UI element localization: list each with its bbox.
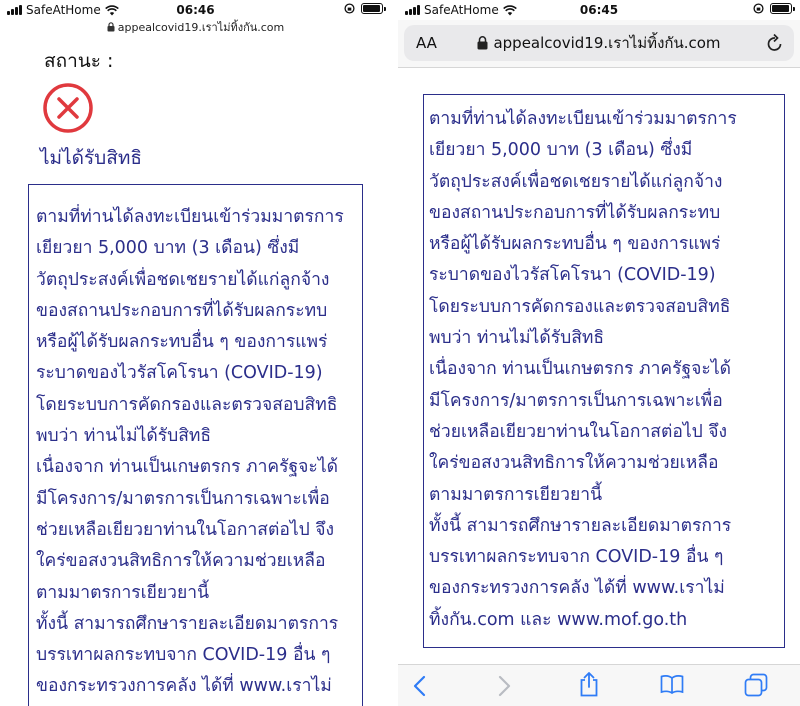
message-line: ทิ้งกัน.com และ www.mof.go.th [429, 609, 688, 630]
message-line: เยียวยา 5,000 บาท (3 เดือน) ซึ่งมี [36, 238, 300, 259]
lock-icon [477, 36, 488, 50]
message-line: ของกระทรวงการคลัง ได้ที่ www.เราไม่ [429, 578, 725, 599]
status-indicators [344, 3, 383, 14]
battery-icon [361, 3, 383, 14]
message-line: ตามที่ท่านได้ลงทะเบียนเข้าร่วมมาตรการ [429, 109, 737, 129]
result-text: ไม่ได้รับสิทธิ [40, 147, 142, 169]
message-line: ตามมาตรการเยียวยานี้ [36, 582, 210, 603]
message-line: ตามที่ท่านได้ลงทะเบียนเข้าร่วมมาตรการ [36, 207, 344, 227]
url-text: appealcovid19.เราไม่ทิ้งกัน.com [117, 21, 285, 34]
message-line: ระบาดของไวรัสโคโรนา (COVID-19) [429, 265, 716, 286]
divider [391, 0, 398, 706]
message-line: ใคร่ขอสงวนสิทธิการให้ความช่วยเหลือ [36, 551, 326, 572]
url-text: appealcovid19.เราไม่ทิ้งกัน.com [493, 34, 721, 52]
bottom-toolbar [398, 664, 800, 706]
orientation-lock-icon [753, 3, 764, 14]
right-phone-screen [398, 0, 800, 706]
message-line: ของสถานประกอบการที่ได้รับผลกระทบ [36, 300, 328, 321]
message-line: หรือผู้ได้รับผลกระทบอื่น ๆ ของการแพร่ [36, 332, 328, 353]
message-line: ตามมาตรการเยียวยานี้ [429, 484, 603, 505]
lock-icon [107, 22, 115, 32]
message-line: พบว่า ท่านไม่ได้รับสิทธิ [429, 328, 605, 349]
message-line: ทั้งนี้ สามารถศึกษารายละเอียดมาตรการ [36, 613, 339, 634]
back-icon[interactable] [412, 675, 428, 697]
clock: 06:45 [579, 3, 619, 17]
message-line: มีโครงการ/มาตรการเป็นการเฉพาะเพื่อ [36, 488, 330, 509]
left-phone-screen [0, 0, 391, 706]
status-label: สถานะ : [44, 50, 114, 72]
battery-icon [770, 3, 792, 14]
carrier-name: SafeAtHome [424, 3, 499, 17]
message-line: วัตถุประสงค์เพื่อชดเชยรายได้แก่ลูกจ้าง [429, 171, 723, 192]
message-line: โดยระบบการคัดกรองและตรวจสอบสิทธิ [429, 296, 731, 317]
clock: 06:46 [176, 3, 215, 17]
message-line: บรรเทาผลกระทบจาก COVID-19 อื่น ๆ [36, 645, 331, 666]
message-line: เยียวยา 5,000 บาท (3 เดือน) ซึ่งมี [429, 140, 693, 161]
message-line: เนื่องจาก ท่านเป็นเกษตรกร ภาครัฐจะได้ [429, 359, 731, 380]
message-line: เนื่องจาก ท่านเป็นเกษตรกร ภาครัฐจะได้ [36, 457, 338, 478]
message-line: มีโครงการ/มาตรการเป็นการเฉพาะเพื่อ [429, 390, 723, 411]
message-line: ระบาดของไวรัสโคโรนา (COVID-19) [36, 363, 323, 384]
message-line: ของสถานประกอบการที่ได้รับผลกระทบ [429, 202, 721, 223]
message-line: ช่วยเหลือเยียวยาท่านในโอกาสต่อไป จึง [36, 519, 335, 540]
message-line: พบว่า ท่านไม่ได้รับสิทธิ [36, 426, 212, 447]
address-bar[interactable] [404, 25, 794, 61]
orientation-lock-icon [344, 3, 355, 14]
message-box [423, 94, 785, 648]
message-line: หรือผู้ได้รับผลกระทบอื่น ๆ ของการแพร่ [429, 234, 721, 255]
bookmarks-icon[interactable] [660, 674, 684, 694]
status-indicators [753, 3, 792, 14]
message-line: บรรเทาผลกระทบจาก COVID-19 อื่น ๆ [429, 547, 724, 568]
message-line: วัตถุประสงค์เพื่อชดเชยรายได้แก่ลูกจ้าง [36, 269, 330, 290]
forward-icon[interactable] [496, 675, 512, 697]
status-bar [398, 0, 800, 20]
message-line: ใคร่ขอสงวนสิทธิการให้ความช่วยเหลือ [429, 453, 719, 474]
status-bar [0, 0, 391, 20]
message-box [28, 184, 363, 706]
message-line: ของกระทรวงการคลัง ได้ที่ www.เราไม่ [36, 676, 332, 697]
message-line: โดยระบบการคัดกรองและตรวจสอบสิทธิ [36, 394, 338, 415]
message-line: ช่วยเหลือเยียวยาท่านในโอกาสต่อไป จึง [429, 421, 728, 442]
x-circle-icon [42, 82, 94, 134]
address-bar-area [398, 20, 800, 68]
carrier-name: SafeAtHome [26, 3, 101, 17]
tabs-icon[interactable] [744, 673, 768, 697]
message-line: ทั้งนี้ สามารถศึกษารายละเอียดมาตรการ [429, 515, 732, 536]
reload-icon[interactable] [766, 33, 784, 53]
url-compact[interactable] [0, 18, 391, 36]
share-icon[interactable] [579, 671, 599, 697]
url-display[interactable] [404, 31, 794, 55]
reader-settings-button[interactable]: AA [416, 34, 437, 52]
